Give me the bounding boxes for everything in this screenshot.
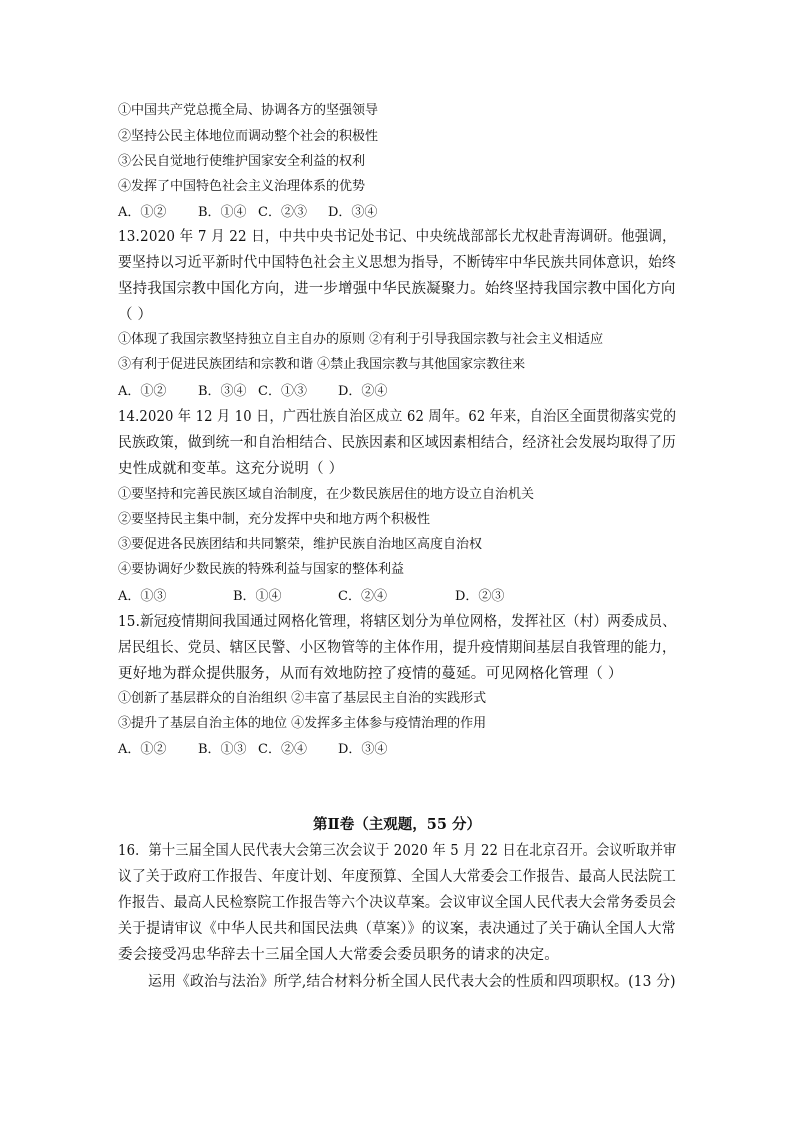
q15-option-c: C．②④ bbox=[258, 742, 307, 757]
q16-stem-line-5: 委会接受冯忠华辞去十三届全国人大常委会委员职务的请求的决定。 bbox=[118, 947, 559, 963]
q12-option-b: B．①④ bbox=[198, 205, 247, 220]
q13-option-c: C．①③ bbox=[258, 384, 307, 399]
q13-option-d: D．②④ bbox=[338, 384, 388, 399]
q12-item-2: ②坚持公民主体地位而调动整个社会的积极性 bbox=[118, 129, 379, 144]
q14-item-3: ③要促进各民族团结和共同繁荣，维护民族自治地区高度自治权 bbox=[118, 537, 483, 552]
q16-stem-line-4: 关于提请审议《中华人民共和国民法典（草案）》的议案，表决通过了关于确认全国人大常 bbox=[118, 921, 676, 937]
q16-task: 运用《政治与法治》所学,结合材料分析全国人民代表大会的性质和四项职权。(13 分) bbox=[148, 974, 676, 990]
section-2-title: 第Ⅱ卷（主观题，55 分） bbox=[313, 816, 481, 833]
q15-stem-line-3: 更好地为群众提供服务，从而有效地防控了疫情的蔓延。可见网格化管理（ ） bbox=[118, 666, 623, 682]
q16-stem-line-1: 16．第十三届全国人民代表大会第三次会议于 2020 年 5 月 22 日在北京召开。会议听取并审 bbox=[118, 843, 677, 859]
q14-option-d: D．②③ bbox=[455, 589, 505, 604]
q15-option-d: D．③④ bbox=[338, 742, 388, 757]
q13-option-b: B．③④ bbox=[198, 384, 247, 399]
q13-item-row-1: ①体现了我国宗教坚持独立自主自办的原则 ②有利于引导我国宗教与社会主义相适应 bbox=[118, 332, 604, 347]
q14-item-2: ②要坚持民主集中制，充分发挥中央和地方两个积极性 bbox=[118, 512, 431, 527]
q12-item-4: ④发挥了中国特色社会主义治理体系的优势 bbox=[118, 179, 366, 194]
q14-option-b: B．①④ bbox=[233, 589, 282, 604]
q15-options bbox=[118, 741, 387, 759]
q12-option-a: A．①② bbox=[118, 205, 167, 220]
q13-stem-line-1: 13.2020 年 7 月 22 日，中共中央书记处书记、中央统战部部长尤权赴青海调研。他强调， bbox=[118, 229, 676, 245]
q12-option-d: D．③④ bbox=[328, 205, 378, 220]
q14-item-1: ①要坚持和完善民族区域自治制度，在少数民族居住的地方设立自治机关 bbox=[118, 487, 535, 502]
q15-item-row-1: ①创新了基层群众的自治组织 ②丰富了基层民主自治的实践形式 bbox=[118, 691, 487, 706]
q12-options bbox=[118, 204, 377, 222]
q12-item-3: ③公民自觉地行使维护国家安全利益的权利 bbox=[118, 154, 366, 169]
q14-option-c: C．②④ bbox=[338, 589, 387, 604]
q14-stem-line-2: 民族政策，做到统一和自治相结合、民族因素和区域因素相结合，经济社会发展均取得了历 bbox=[118, 435, 677, 451]
q16-stem-line-3: 作报告、最高人民检察院工作报告等六个决议草案。会议审议全国人民代表大会常务委员会 bbox=[118, 895, 677, 911]
q13-answer-blank: （ ） bbox=[118, 307, 153, 323]
q14-options bbox=[118, 588, 504, 606]
q15-stem-line-1: 15.新冠疫情期间我国通过网格化管理，将辖区划分为单位网格，发挥社区（村）两委成员、 bbox=[118, 614, 676, 630]
q16-stem-line-2: 议了关于政府工作报告、年度计划、年度预算、全国人大常委会工作报告、最高人民法院工 bbox=[118, 869, 677, 885]
q13-item-row-2: ③有利于促进民族团结和宗教和谐 ④禁止我国宗教与其他国家宗教往来 bbox=[118, 357, 526, 372]
q12-item-1: ①中国共产党总揽全局、协调各方的坚强领导 bbox=[118, 103, 379, 118]
q13-options bbox=[118, 383, 387, 401]
q15-option-b: B．①③ bbox=[198, 742, 247, 757]
q14-stem-line-1: 14.2020 年 12 月 10 日，广西壮族自治区成立 62 周年。62 年来，自治区全面贯彻落实党的 bbox=[118, 409, 677, 425]
q15-item-row-2: ③提升了基层自治主体的地位 ④发挥多主体参与疫情治理的作用 bbox=[118, 716, 487, 731]
q12-option-c: C．②③ bbox=[258, 205, 307, 220]
q15-stem-line-2: 居民组长、党员、辖区民警、小区物管等的主体作用，提升疫情期间基层自我管理的能力， bbox=[118, 640, 677, 656]
q14-option-a: A．①③ bbox=[118, 589, 167, 604]
q13-stem-line-2: 要坚持以习近平新时代中国特色社会主义思想为指导，不断铸牢中华民族共同体意识，始终 bbox=[118, 255, 677, 271]
q14-item-4: ④要协调好少数民族的特殊利益与国家的整体利益 bbox=[118, 562, 405, 577]
q14-stem-line-3: 史性成就和变革。这充分说明（ ） bbox=[118, 461, 344, 477]
q15-option-a: A．①② bbox=[118, 742, 167, 757]
q13-option-a: A．①② bbox=[118, 384, 167, 399]
q13-stem-line-3: 坚持我国宗教中国化方向，进一步增强中华民族凝聚力。始终坚持我国宗教中国化方向 bbox=[118, 281, 676, 297]
